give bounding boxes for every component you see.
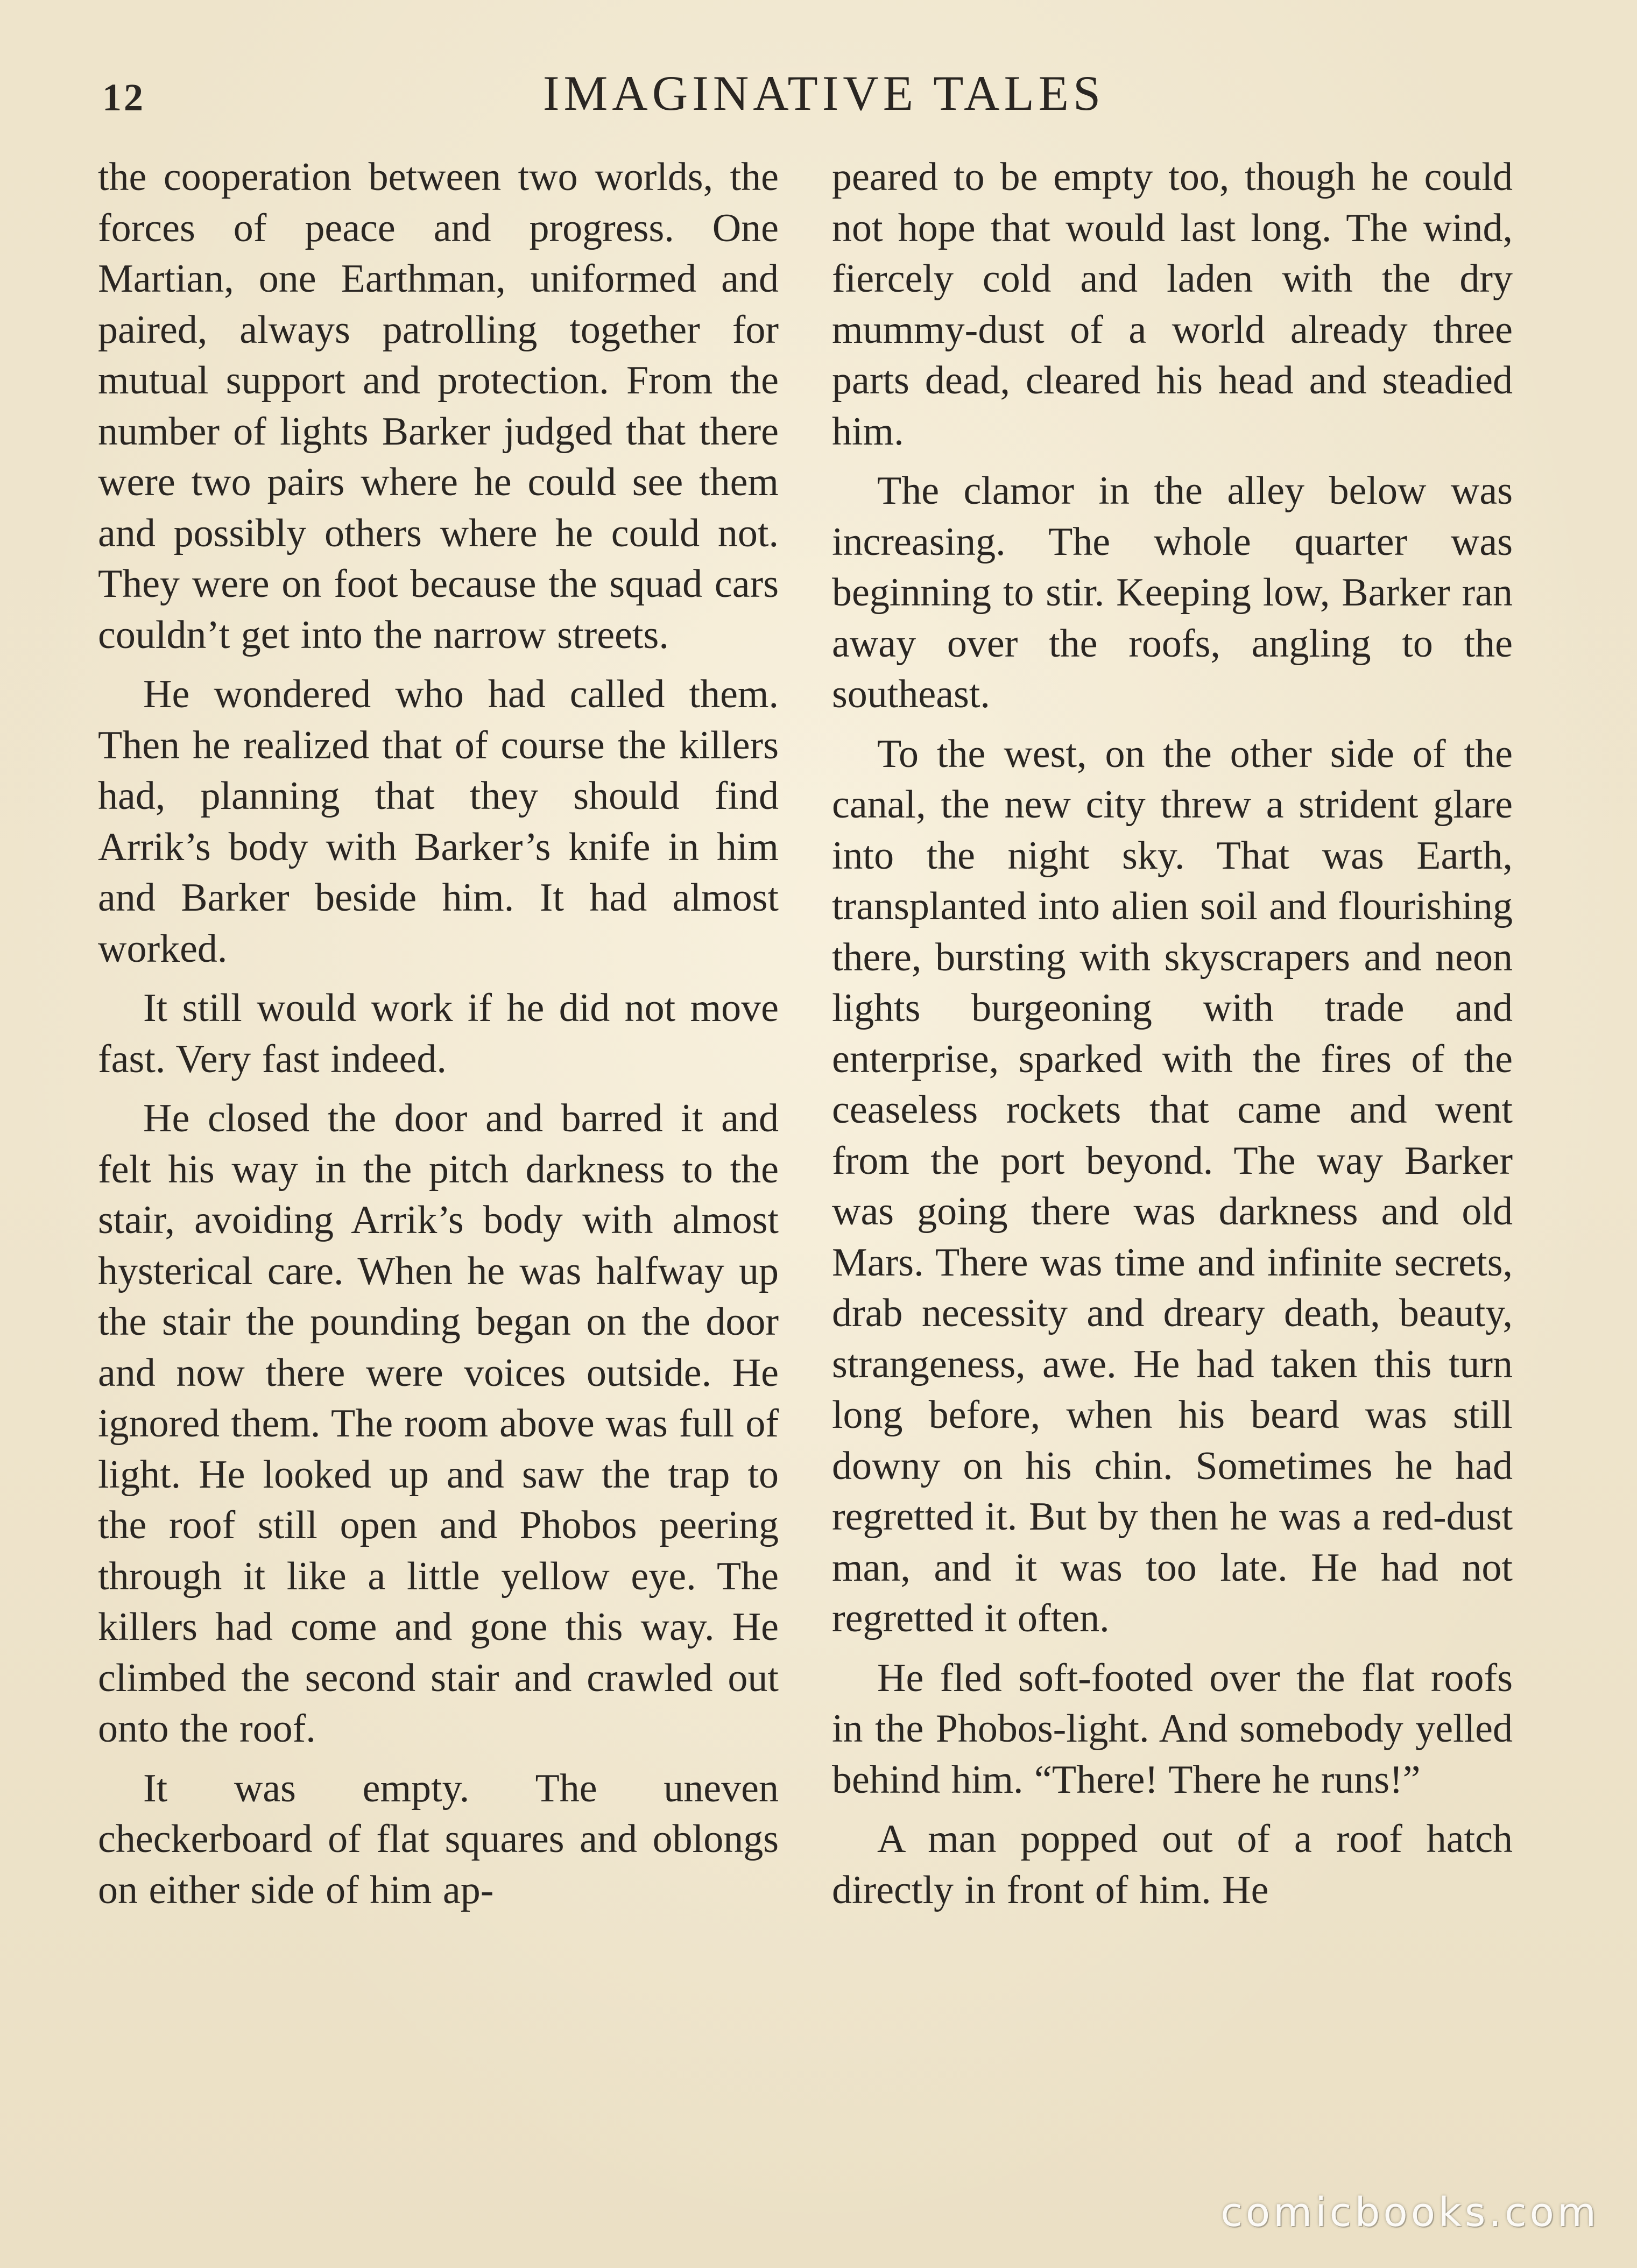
page-header <box>0 65 1637 129</box>
paragraph: the cooperation between two worlds, the forces of peace and progress. One Martian, one Earthman, uniformed and paired, always patrolling together for mutual support and protection. From the number of lights Barker judged that there were two pairs where he could see them and possibly others where he could not. They were on foot because the squad cars couldn’t get into the narrow streets. <box>98 155 779 657</box>
paragraph: He closed the door and barred it and felt his way in the pitch darkness to the stair, avoiding Arrik’s body with almost hysterical care. When he was halfway up the stair the pounding began on the door and now there were voices outside. He ignored them. The room above was full of light. He looked up and saw the trap to the roof still open and Phobos peering through it like a little yellow eye. The killers had come and gone this way. He climbed the second stair and crawled out onto the roof. <box>98 1096 779 1751</box>
paragraph: He fled soft-footed over the flat roofs in the Phobos-light. And somebody yelled behind him. “There! There he runs!” <box>832 1656 1513 1802</box>
paragraph: A man popped out of a roof hatch directly in front of him. He <box>832 1817 1513 1912</box>
right-column <box>832 152 1513 1924</box>
running-title: IMAGINATIVE TALES <box>542 66 1105 121</box>
paragraph: The clamor in the alley below was increasing. The whole quarter was beginning to stir. Keeping low, Barker ran away over the roofs, angling to the southeast. <box>832 469 1513 716</box>
page-number: 12 <box>102 76 145 119</box>
watermark: comicbooks.com <box>1220 2189 1599 2236</box>
paragraph: peared to be empty too, though he could not hope that would last long. The wind, fiercely cold and laden with the dry mummy-dust of a world already three parts dead, cleared his head and steadied him. <box>832 155 1513 454</box>
paragraph: To the west, on the other side of the canal, the new city threw a strident glare into the night sky. That was Earth, transplanted into alien soil and flourishing there, bursting with skyscrapers and neon lights burgeoning with trade and enterprise, sparked with the fires of the ceaseless rockets that came and went from the port beyond. The way Barker was going there was darkness and old Mars. There was time and infinite secrets, drab necessity and dreary death, beauty, strangeness, awe. He had taken this turn long before, when his beard was still downy on his chin. Sometimes he had regretted it. But by then he was a red-dust man, and it was too late. He had not regretted it often. <box>832 731 1513 1640</box>
left-column <box>98 152 779 1924</box>
paragraph: He wondered who had called them. Then he realized that of course the killers had, planning that they should find Arrik’s body with Barker’s knife in him and Barker beside him. It had almost worked. <box>98 672 779 971</box>
paragraph: It still would work if he did not move fast. Very fast indeed. <box>98 986 779 1081</box>
paragraph: It was empty. The uneven checkerboard of flat squares and oblongs on either side of him ap- <box>98 1766 779 1912</box>
